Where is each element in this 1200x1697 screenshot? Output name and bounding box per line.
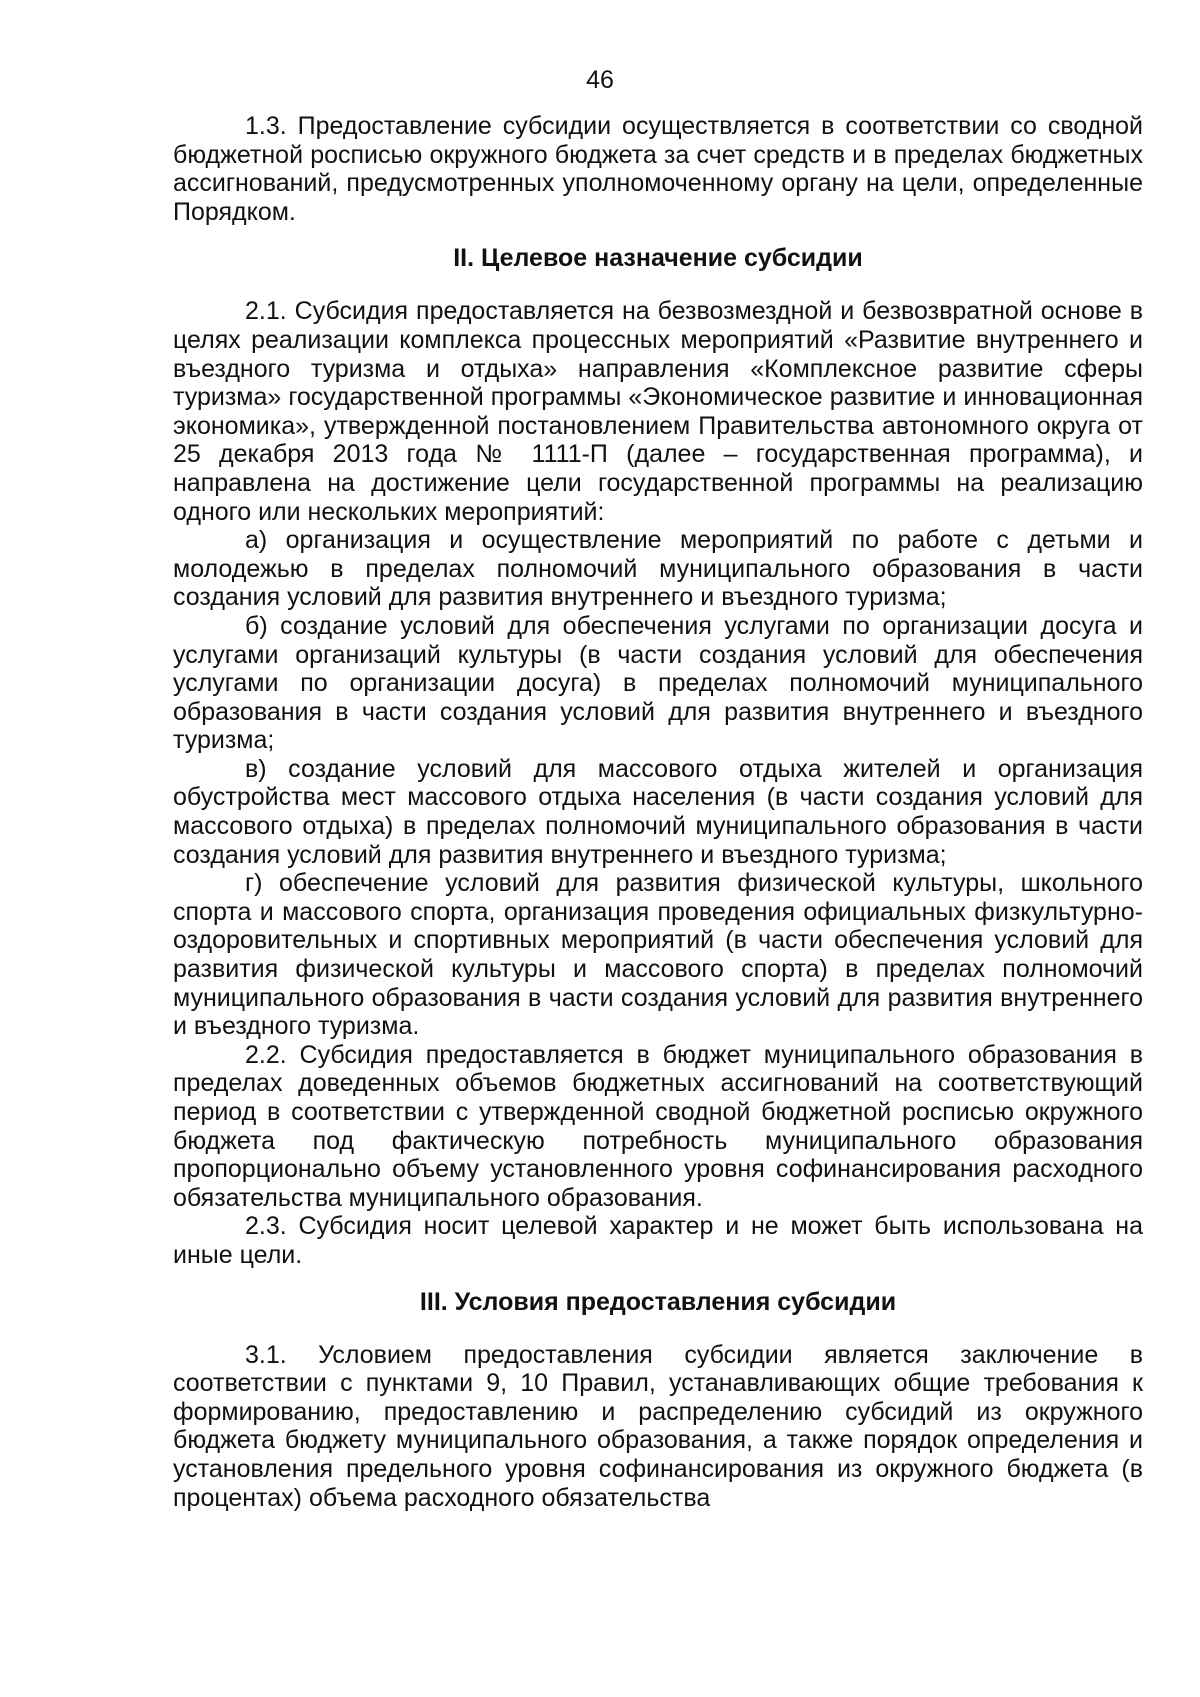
paragraph-2-1: 2.1. Субсидия предоставляется на безвозмездной и безвозвратной основе в целях реализации комплекса процессных мероприятий «Развитие внутреннего и въездного туризма и отдыха» направления «Комплексное развитие сферы туризма» государственной программы «Экономическое развитие и инновационная экономика», утвержденной постановлением Правительства автономного округа от 25 декабря 2013 года № 1111-П (далее – государственная программа), и направлена на достижение цели государственной программы на реализацию одного или нескольких мероприятий: (173, 297, 1143, 526)
list-item-v: в) создание условий для массового отдыха жителей и организация обустройства мест массового отдыха населения (в части создания условий для массового отдыха) в пределах полномочий муниципального образования в части создания условий для развития внутреннего и въездного туризма; (173, 754, 1143, 869)
page-number: 46 (586, 66, 614, 94)
document-body (173, 112, 1143, 1512)
list-item-b: б) создание условий для обеспечения услугами по организации досуга и услугами организаций культуры (в части создания условий для обеспечения услугами по организации досуга) в пределах полномочий муниципального образования в части создания условий для развития внутреннего и въездного туризма; (173, 611, 1143, 755)
paragraph-3-1: 3.1. Условием предоставления субсидии является заключение в соответствии с пунктами 9, 10 Правил, устанавливающих общие требования к формированию, предоставлению и распределению субсидий из окружного бюджета бюджету муниципального образования, а также порядок определения и установления предельного уровня софинансирования из окружного бюджета (в процентах) объема расходного обязательства (173, 1340, 1143, 1512)
section-heading-2: II. Целевое назначение субсидии (453, 244, 863, 273)
paragraph-1-3: 1.3. Предоставление субсидии осуществляется в соответствии со сводной бюджетной росписью окружного бюджета за счет средств и в пределах бюджетных ассигнований, предусмотренных уполномоченному органу на цели, определенные Порядком. (173, 112, 1143, 226)
paragraph-2-3: 2.3. Субсидия носит целевой характер и не может быть использована на иные цели. (173, 1212, 1143, 1269)
section-heading-3: III. Условия предоставления субсидии (419, 1287, 897, 1316)
list-item-a: а) организация и осуществление мероприятий по работе с детьми и молодежью в пределах полномочий муниципального образования в части создания условий для развития внутреннего и въездного туризма; (173, 526, 1143, 612)
list-item-g: г) обеспечение условий для развития физической культуры, школьного спорта и массового спорта, организация проведения официальных физкультурно-оздоровительных и спортивных мероприятий (в части обеспечения условий для развития физической культуры и массового спорта) в пределах полномочий муниципального образования в части создания условий для развития внутреннего и въездного туризма. (173, 869, 1143, 1041)
paragraph-2-2: 2.2. Субсидия предоставляется в бюджет муниципального образования в пределах доведенных объемов бюджетных ассигнований на соответствующий период в соответствии с утвержденной сводной бюджетной росписью окружного бюджета под фактическую потребность муниципального образования пропорционально объему установленного уровня софинансирования расходного обязательства муниципального образования. (173, 1040, 1143, 1212)
